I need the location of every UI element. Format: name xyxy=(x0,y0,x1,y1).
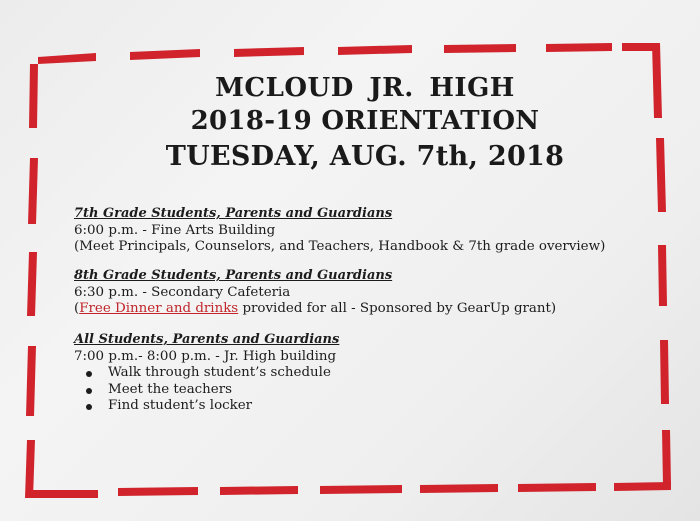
activity-list xyxy=(74,365,654,415)
free-dinner-highlight: Free Dinner and drinks xyxy=(79,301,239,317)
event-date-heading: TUESDAY, AUG. 7th, 2018 xyxy=(165,141,565,172)
section-heading: All Students, Parents and Guardians xyxy=(74,332,340,347)
eighth-grade-section xyxy=(74,268,654,318)
section-heading: 8th Grade Students, Parents and Guardians xyxy=(74,268,393,283)
list-item xyxy=(86,365,654,382)
bullet-icon xyxy=(86,371,92,377)
note-rest: provided for all - Sponsored by GearUp grant) xyxy=(238,301,557,317)
all-students-section xyxy=(74,332,654,415)
bullet-icon xyxy=(86,388,92,394)
section-time-location: 6:00 p.m. - Fine Arts Building xyxy=(74,222,276,238)
orientation-year-heading: 2018-19 ORIENTATION xyxy=(190,106,540,136)
list-item-text: Find student’s locker xyxy=(108,398,253,414)
note-open-paren: ( xyxy=(74,301,80,317)
school-name-heading: MCLOUD JR. HIGH xyxy=(215,73,515,103)
seventh-grade-section xyxy=(74,206,654,256)
list-item-text: Meet the teachers xyxy=(108,381,232,397)
section-time-location: 7:00 p.m.- 8:00 p.m. - Jr. High building xyxy=(74,348,337,364)
section-note xyxy=(74,301,654,318)
section-time-location: 6:30 p.m. - Secondary Cafeteria xyxy=(74,284,291,300)
section-heading: 7th Grade Students, Parents and Guardians xyxy=(74,206,393,221)
list-item xyxy=(86,382,654,399)
list-item-text: Walk through student’s schedule xyxy=(108,365,331,381)
section-note: (Meet Principals, Counselors, and Teachers, Handbook & 7th grade overview) xyxy=(74,239,606,255)
list-item xyxy=(86,398,654,415)
bullet-icon xyxy=(86,404,92,410)
